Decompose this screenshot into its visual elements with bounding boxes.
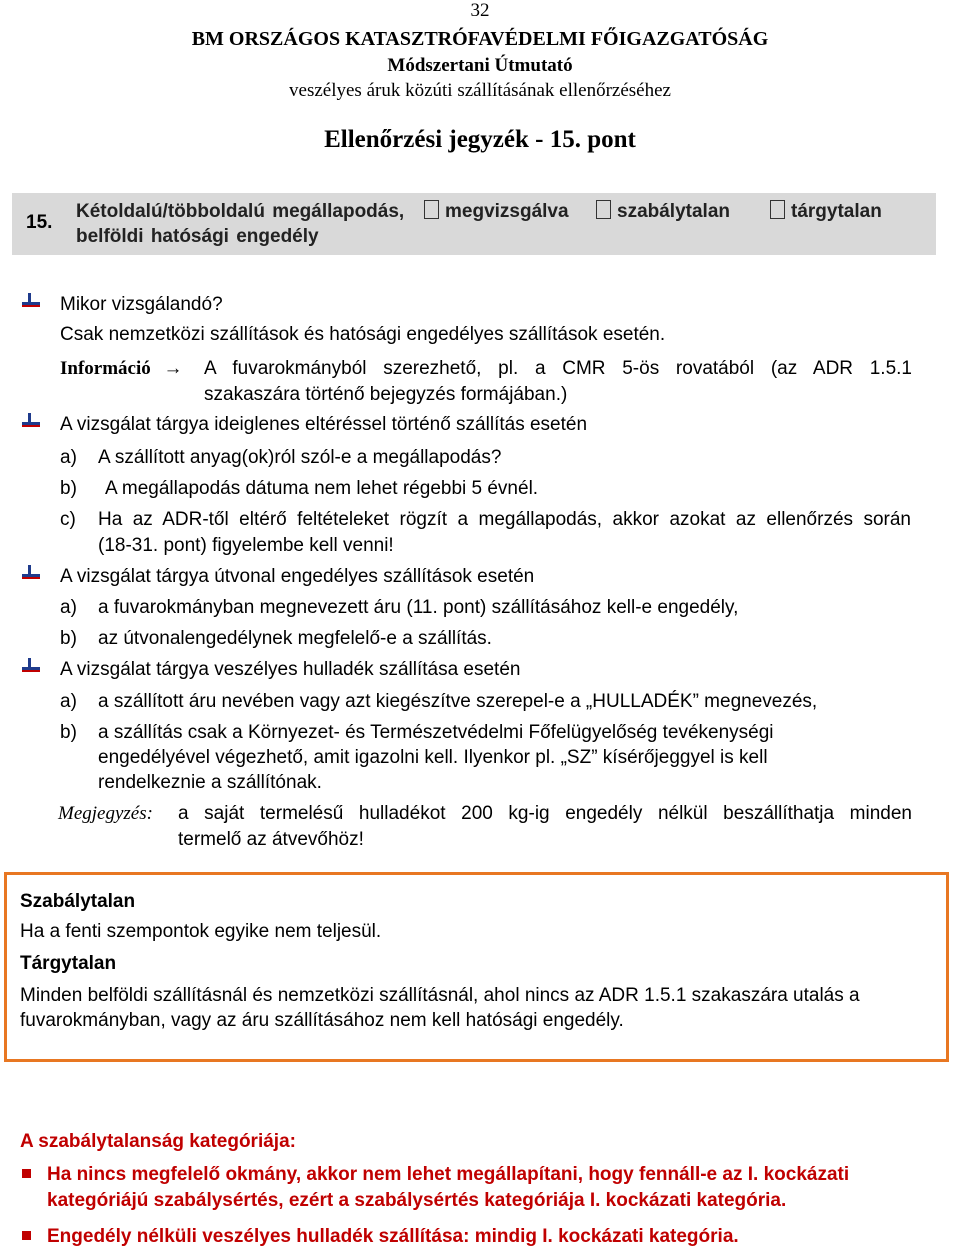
document-subline: veszélyes áruk közúti szállításának ellenőrzéséhez (289, 80, 671, 101)
route-item-b-label: b) (60, 628, 77, 649)
check-not-applicable-label: tárgytalan (791, 201, 882, 222)
not-applicable-line1: Minden belföldi szállításnál és nemzetközi szállításnál, ahol nincs az ADR 1.5.1 szakaszára utalás a (20, 985, 860, 1006)
item-text-line1: Kétoldalú/többoldalú megállapodás, (76, 201, 405, 222)
arrow-right-icon: → (163, 358, 183, 379)
waste-item-b-line2: engedélyével végezhető, amit igazolni kell. Ilyenkor pl. „SZ” kísérőjeggyel is kell (98, 747, 768, 768)
page-number: 32 (470, 0, 490, 21)
route-item-a-label: a) (60, 597, 77, 618)
not-applicable-line2: fuvarokmányban, vagy az áru szállításához nem kell hatósági engedély. (20, 1010, 624, 1031)
info-label (60, 356, 183, 381)
square-bullet-icon (22, 1231, 31, 1240)
arrow-bullet-icon (20, 413, 42, 429)
temporary-item-c-label: c) (60, 509, 76, 530)
temporary-item-a-label: a) (60, 447, 77, 468)
arrow-bullet-icon (20, 565, 42, 581)
arrow-bullet-icon (20, 293, 42, 309)
irregular-text: Ha a fenti szempontok egyike nem teljesül. (20, 921, 382, 942)
route-item-a-text: a fuvarokmányban megnevezett áru (11. pont) szállításához kell-e engedély, (98, 597, 739, 618)
category-bullet1-line2: kategóriájú szabálysértés, ezért a szabálysértés kategóriája I. kockázati kategória. (47, 1190, 787, 1211)
arrow-bullet-icon (20, 658, 42, 674)
not-applicable-title: Tárgytalan (20, 953, 117, 974)
route-item-b-text: az útvonalengedélynek megfelelő-e a szállítás. (98, 628, 492, 649)
route-heading: A vizsgálat tárgya útvonal engedélyes szállítások esetén (60, 566, 535, 587)
waste-item-a-text: a szállított áru nevében vagy azt kiegészítve szerepel-e a „HULLADÉK” megnevezés, (98, 691, 818, 712)
square-bullet-icon (22, 1169, 31, 1178)
info-line2: szakaszára történő bejegyzés formájában.) (204, 384, 568, 405)
page-title: Ellenőrzési jegyzék - 15. pont (324, 126, 636, 153)
temporary-item-c-line1: Ha az ADR-től eltérő feltételeket rögzít a megállapodás, akkor azokat az ellenőrzés során (98, 509, 911, 530)
temporary-item-a-text: A szállított anyag(ok)ról szól-e a megállapodás? (98, 447, 502, 468)
note-line1: a saját termelésű hulladékot 200 kg-ig engedély nélkül beszállíthatja minden (178, 803, 912, 824)
temporary-item-b-text: A megállapodás dátuma nem lehet régebbi 5 évnél. (105, 478, 539, 499)
check-irregular[interactable] (596, 200, 730, 223)
when-answer: Csak nemzetközi szállítások és hatósági engedélyes szállítások esetén. (60, 324, 666, 345)
organization-name: BM ORSZÁGOS KATASZTRÓFAVÉDELMI FŐIGAZGATÓSÁG (191, 28, 769, 50)
when-question: Mikor vizsgálandó? (60, 294, 223, 315)
temporary-item-c-line2: (18-31. pont) figyelembe kell venni! (98, 535, 394, 556)
document-subtitle: Módszertani Útmutató (387, 55, 573, 76)
info-label-text: Információ (60, 358, 151, 379)
category-title: A szabálytalanság kategóriája: (20, 1131, 296, 1152)
waste-item-b-line1: a szállítás csak a Környezet- és Természetvédelmi Főfelügyelőség tevékenységi (98, 722, 774, 743)
note-label: Megjegyzés: (58, 803, 153, 824)
waste-item-b-label: b) (60, 722, 77, 743)
check-irregular-label: szabálytalan (617, 201, 730, 222)
checkbox-icon[interactable] (770, 200, 785, 219)
temporary-heading: A vizsgálat tárgya ideiglenes eltéréssel történő szállítás esetén (60, 414, 588, 435)
category-bullet1-line1: Ha nincs megfelelő okmány, akkor nem lehet megállapítani, hogy fennáll-e az I. kockázati (47, 1164, 850, 1185)
temporary-item-b-label: b) (60, 478, 77, 499)
item-number: 15. (26, 212, 53, 233)
check-not-applicable[interactable] (770, 200, 882, 223)
waste-item-a-label: a) (60, 691, 77, 712)
note-line2: termelő az átvevőhöz! (178, 829, 364, 850)
checkbox-icon[interactable] (596, 200, 611, 219)
item-text (76, 199, 416, 249)
result-box (4, 872, 949, 1062)
check-examined-label: megvizsgálva (445, 201, 569, 222)
category-bullet2-line1: Engedély nélküli veszélyes hulladék szállítása: mindig I. kockázati kategória. (47, 1226, 739, 1247)
check-examined[interactable] (424, 200, 569, 223)
waste-item-b-line3: rendelkeznie a szállítónak. (98, 772, 322, 793)
info-line1: A fuvarokmányból szerezhető, pl. a CMR 5-ös rovatából (az ADR 1.5.1 (204, 358, 912, 379)
item-text-line2: belföldi hatósági engedély (76, 226, 319, 247)
irregular-title: Szabálytalan (20, 891, 136, 912)
checkbox-icon[interactable] (424, 200, 439, 219)
waste-heading: A vizsgálat tárgya veszélyes hulladék szállítása esetén (60, 659, 521, 680)
